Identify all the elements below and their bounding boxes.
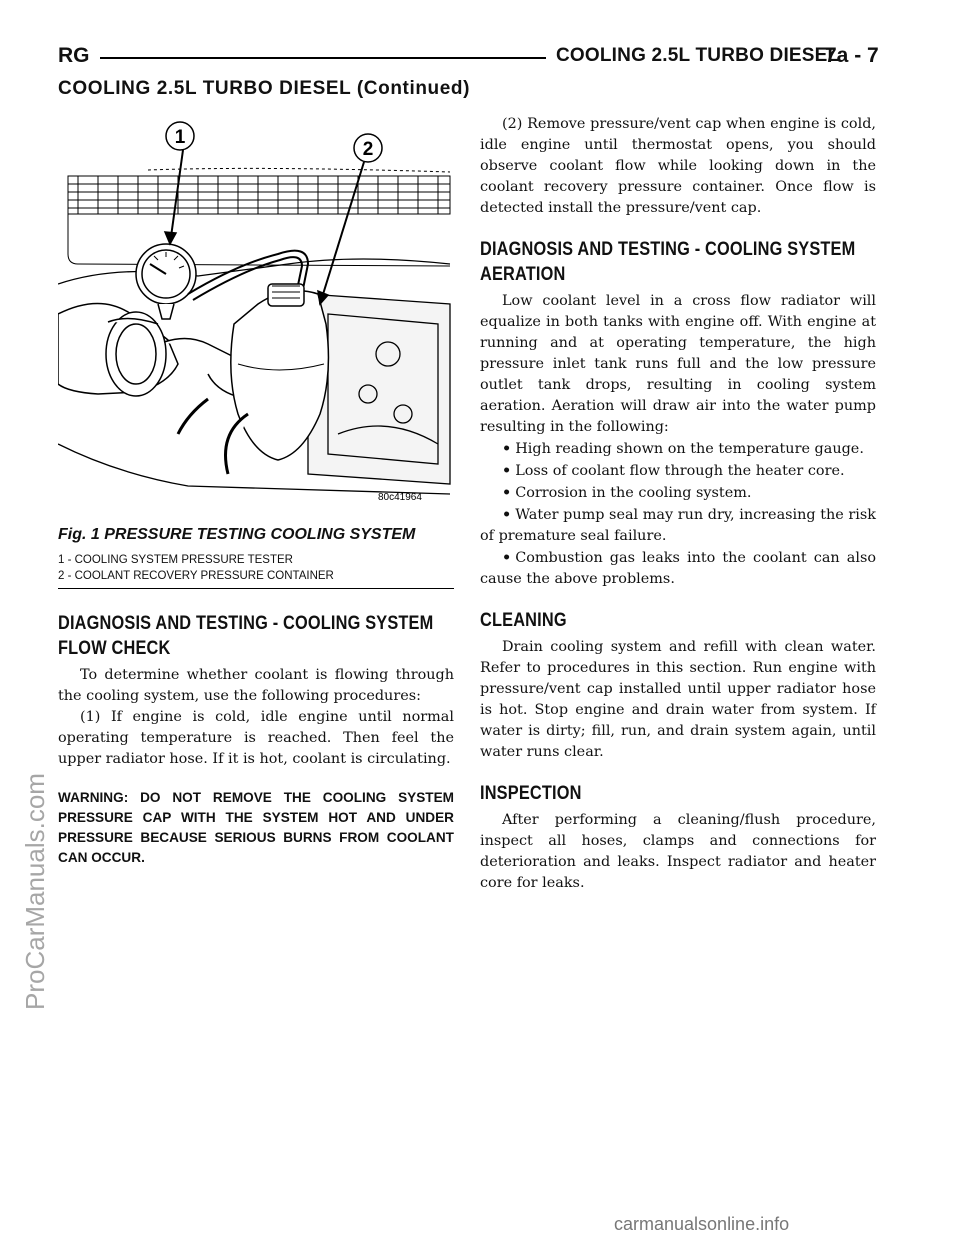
inspection-heading: INSPECTION [480, 783, 582, 804]
flow-check-intro: To determine whether coolant is flowing through the cooling system, use the following procedures: [58, 667, 454, 704]
bullet-icon: • [502, 549, 512, 566]
flow-check-step2: (2) Remove pressure/vent cap when engine is cold, idle engine until thermostat opens, you should observe coolant flow while looking down in the coolant recovery pressure container. Once flow is detected install the pressure/vent cap. [480, 116, 876, 216]
callout-2: 2 [362, 139, 374, 160]
aeration-bullet-1: • High reading shown on the temperature gauge. [502, 440, 864, 457]
aeration-heading-line2: AERATION [480, 264, 566, 285]
aeration-heading-line1: DIAGNOSIS AND TESTING - COOLING SYSTEM [480, 239, 856, 260]
cleaning-heading: CLEANING [480, 610, 567, 631]
aeration-bullet-3: • Corrosion in the cooling system. [502, 484, 752, 501]
bullet-icon: • [502, 462, 512, 479]
figure-caption: Fig. 1 PRESSURE TESTING COOLING SYSTEM [58, 526, 416, 543]
page-number: 7a - 7 [825, 44, 879, 67]
flow-check-heading-line1: DIAGNOSIS AND TESTING - COOLING SYSTEM [58, 613, 434, 634]
aeration-bullet-5: • Combustion gas leaks into the coolant can also cause the above problems. [480, 549, 876, 587]
left-column [58, 114, 454, 868]
inspection-body: After performing a cleaning/flush procedure, inspect all hoses, clamps and connections for deterioration and leaks. Inspect radiator and heater core for leaks. [480, 812, 876, 891]
figure-legend [58, 552, 454, 584]
watermark: ProCarManuals.com [20, 773, 50, 1010]
footer-url[interactable]: carmanualsonline.info [614, 1214, 790, 1234]
right-column [480, 114, 876, 894]
figure-code: 80c41964 [378, 492, 422, 503]
bullet-icon: • [502, 440, 512, 457]
bullet-icon: • [502, 506, 512, 523]
flow-check-heading-line2: FLOW CHECK [58, 638, 171, 659]
continued-title: COOLING 2.5L TURBO DIESEL (Continued) [58, 78, 471, 99]
bullet-icon: • [502, 484, 512, 501]
callout-1: 1 [174, 127, 186, 148]
legend-item-2: 2 - COOLANT RECOVERY PRESSURE CONTAINER [58, 570, 334, 582]
pressure-testing-illustration [58, 114, 454, 518]
flow-check-step1: (1) If engine is cold, idle engine until normal operating temperature is reached. Then feel the upper radiator hose. If it is hot, coolant is circulating. [58, 709, 454, 767]
legend-item-1: 1 - COOLING SYSTEM PRESSURE TESTER [58, 554, 293, 566]
aeration-bullet-4: • Water pump seal may run dry, increasing the risk of premature seal failure. [480, 506, 876, 544]
cleaning-body: Drain cooling system and refill with clean water. Refer to procedures in this section. Run engine with pressure/vent cap installed until upper radiator hose is hot. Stop engine and drain water from system. If water is dirty; fill, run, and drain system again, until water runs clear. [480, 639, 876, 760]
figure-pressure-testing [58, 114, 454, 518]
aeration-body: Low coolant level in a cross flow radiator will equalize in both tanks with engine off. With engine at running and at operating temperature, the high pressure inlet tank runs full and the low pressure outlet tank drops, resulting in cooling system aeration. Aeration will draw air into the water pump resulting in the following: [480, 293, 876, 435]
flow-check-warning: WARNING: DO NOT REMOVE THE COOLING SYSTEM PRESSURE CAP WITH THE SYSTEM HOT AND UNDER PRESSURE BECAUSE SERIOUS BURNS FROM COOLANT CAN OCCUR. [58, 790, 454, 865]
header-rule [100, 57, 546, 59]
header-left: RG [58, 44, 90, 67]
aeration-bullet-2: • Loss of coolant flow through the heater core. [502, 462, 845, 479]
header-title: COOLING 2.5L TURBO DIESEL [556, 45, 840, 66]
